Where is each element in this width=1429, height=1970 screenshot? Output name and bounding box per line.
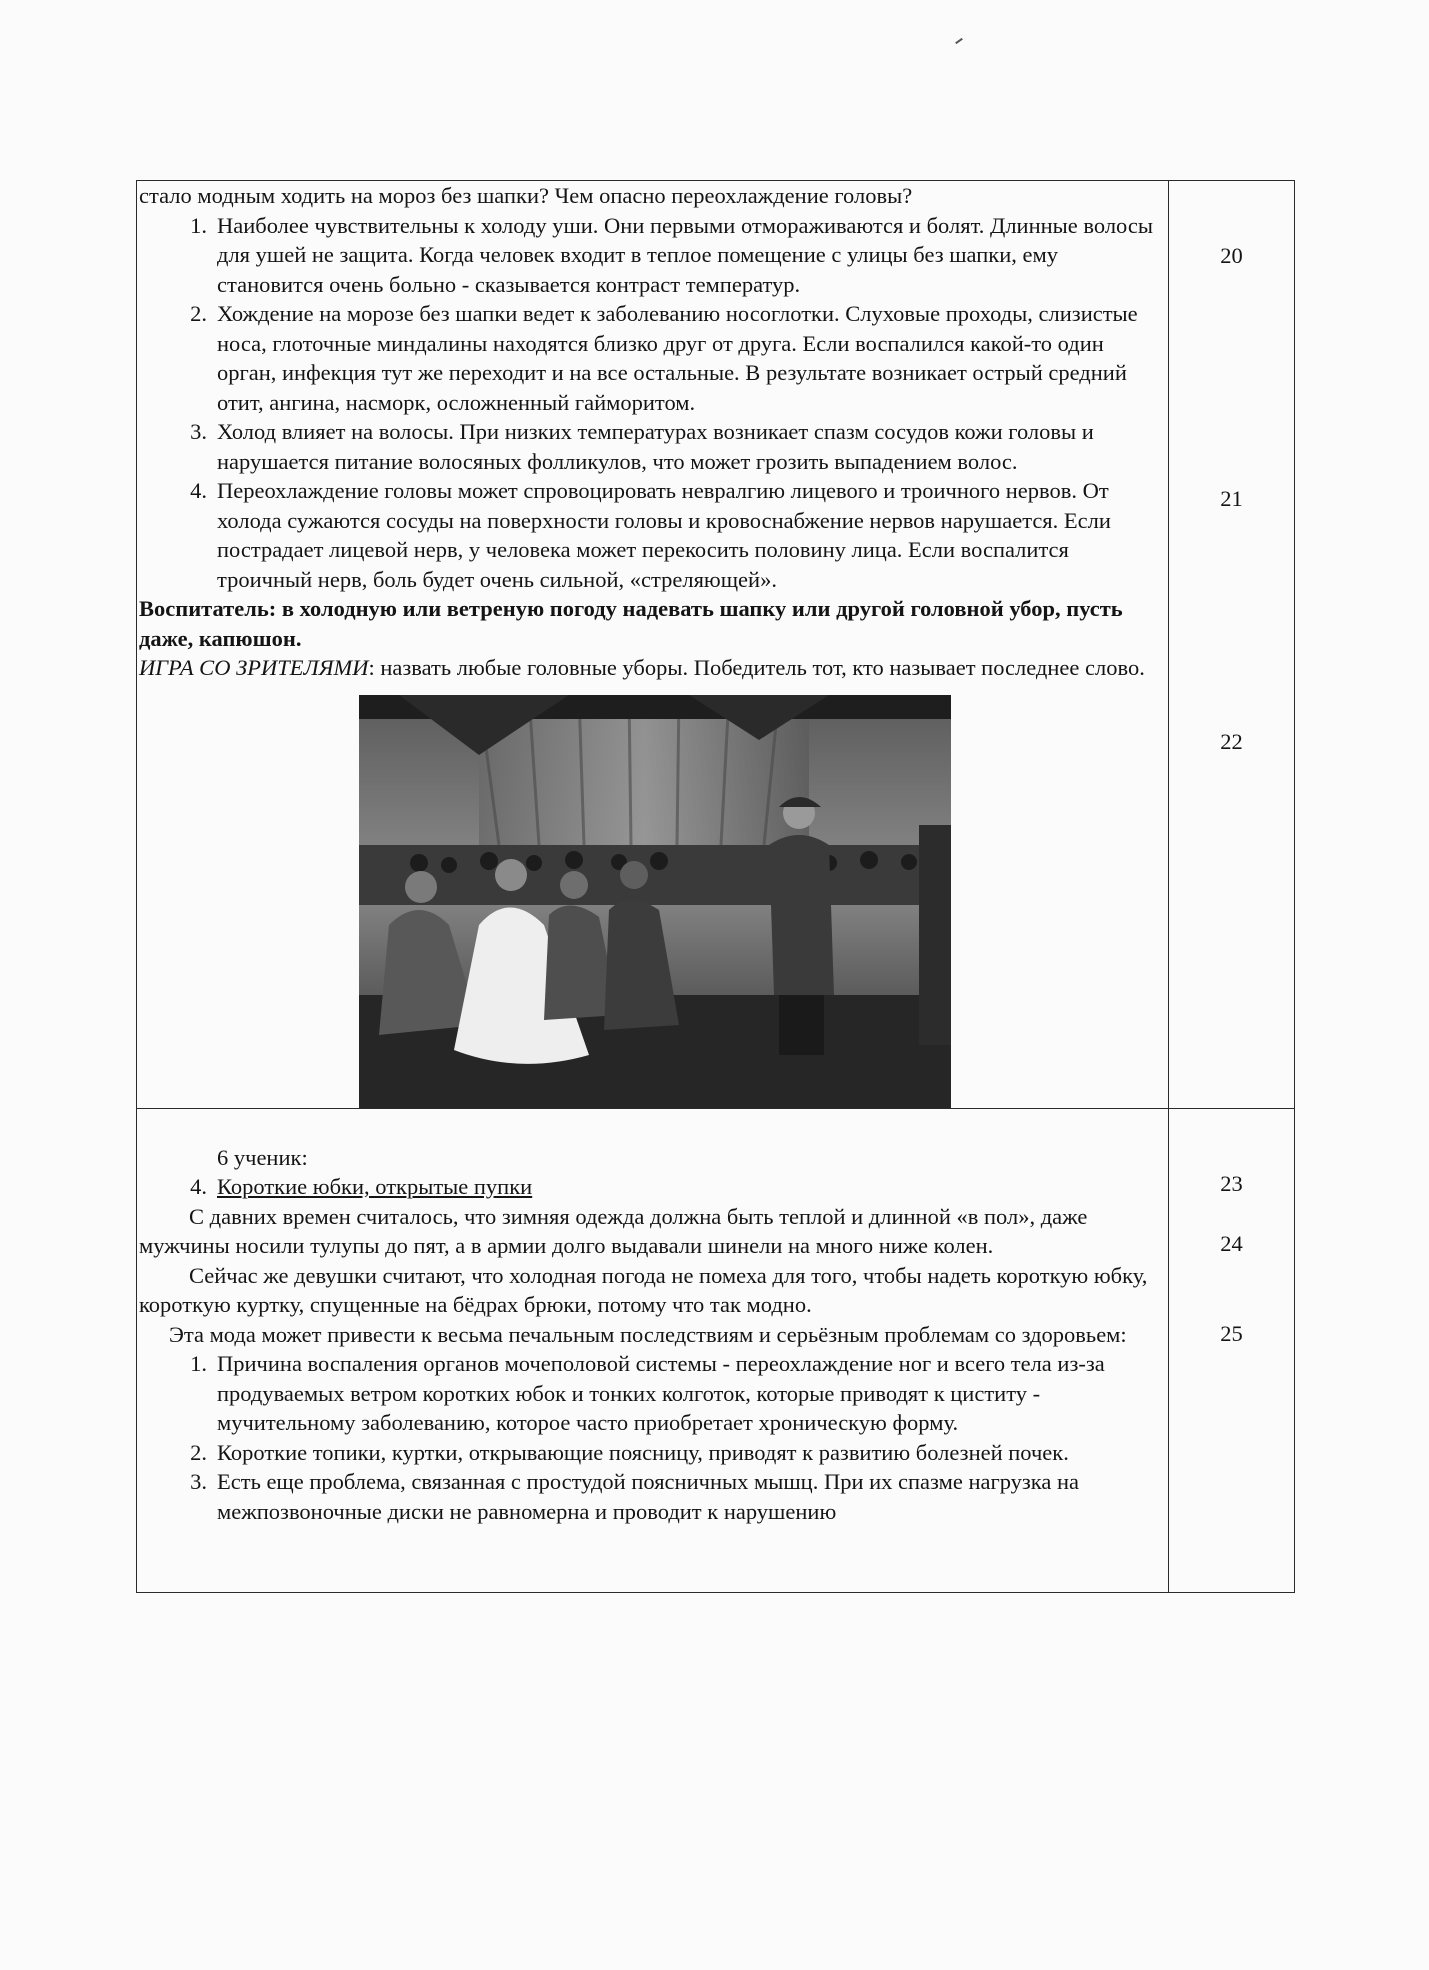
slide-number: 23 [1220, 1170, 1243, 1196]
scan-mark [955, 38, 963, 44]
teacher-line: Воспитатель: в холодную или ветреную погоду надевать шапку или другой головной убор, пусть даже, капюшон. [139, 596, 1123, 651]
topic-title: Короткие юбки, открытые пупки [217, 1174, 533, 1199]
slide-number: 25 [1220, 1320, 1243, 1346]
slide-cell [1169, 181, 1295, 1109]
photo-area [137, 683, 1168, 1108]
topic-heading [137, 1172, 1168, 1202]
fashion-risks-list [137, 1349, 1168, 1526]
table-row [137, 1108, 1295, 1592]
student-label: 6 ученик: [217, 1144, 308, 1170]
list-item: 4. Переохлаждение головы может спровоцировать невралгию лицевого и троичного нервов. От холода сужаются сосуды на поверхности головы и кровоснабжение нервов нарушается. Если пострадает лицевой нерв, у человека может перекосить половину лица. Если воспалится троичный нерв, боль будет очень сильной, «стреляющей». [190, 478, 1111, 592]
list-item: 2. Хождение на морозе без шапки ведет к заболеванию носоглотки. Слуховые проходы, слизистые носа, глоточные миндалины находятся близко друг от друга. Если воспалился какой-то один орган, инфекция тут же переходит и на все остальные. В результате возникает острый средний отит, ангина, насморк, осложненный гайморитом. [190, 301, 1138, 415]
paragraph: Сейчас же девушки считают, что холодная погода не помеха для того, чтобы надеть короткую юбку, короткую куртку, спущенные на бёдрах брюки, потому что так модно. [139, 1262, 1148, 1317]
head-cold-risks-list [137, 211, 1168, 595]
table-row [137, 181, 1295, 1109]
list-item: 3. Есть еще проблема, связанная с простудой поясничных мышц. При их спазме нагрузка на межпозвоночные диски не равномерна и проводит к нарушению [190, 1469, 1080, 1524]
list-item: 2. Короткие топики, куртки, открывающие поясницу, приводят к развитию болезней почек. [190, 1439, 1069, 1465]
slide-number: 21 [1220, 486, 1243, 511]
event-photo [359, 695, 951, 1108]
slide-number: 24 [1220, 1230, 1243, 1256]
slide-number: 22 [1220, 729, 1243, 754]
paragraph: Эта мода может привести к весьма печальным последствиям и серьёзным проблемам со здоровьем: [169, 1321, 1127, 1347]
game-line: ИГРА СО ЗРИТЕЛЯМИ: назвать любые головные уборы. Победитель тот, кто называет последнее слово. [139, 655, 1145, 680]
list-item: 1. Наиболее чувствительны к холоду уши. Они первыми отмораживаются и болят. Длинные волосы для ушей не защита. Когда человек входит в теплое помещение с улицы без шапки, ему становится очень больно - сказывается контраст температур. [190, 212, 1153, 297]
slide-number: 20 [1220, 243, 1243, 268]
list-item: 4. Короткие юбки, открытые пупки [190, 1174, 533, 1199]
paragraph: С давних времен считалось, что зимняя одежда должна быть теплой и длинной «в пол», даже мужчины носили тулупы до пят, а в армии долго выдавали шинели на много ниже колен. [139, 1203, 1088, 1258]
script-table [136, 180, 1295, 1593]
slide-cell [1169, 1108, 1295, 1592]
list-item: 1. Причина воспаления органов мочеполовой системы - переохлаждение ног и всего тела из-за продуваемых ветром коротких юбок и тонких колготок, которые приводят к циститу - мучительному заболеванию, которое часто приобретает хроническую форму. [190, 1351, 1105, 1435]
script-cell [137, 1108, 1169, 1592]
script-cell [137, 181, 1169, 1109]
intro-line: стало модным ходить на мороз без шапки? Чем опасно переохлаждение головы? [139, 183, 913, 208]
list-item: 3. Холод влияет на волосы. При низких температурах возникает спазм сосудов кожи головы и нарушается питание волосяных фолликулов, что может грозить выпадением волос. [190, 419, 1094, 474]
